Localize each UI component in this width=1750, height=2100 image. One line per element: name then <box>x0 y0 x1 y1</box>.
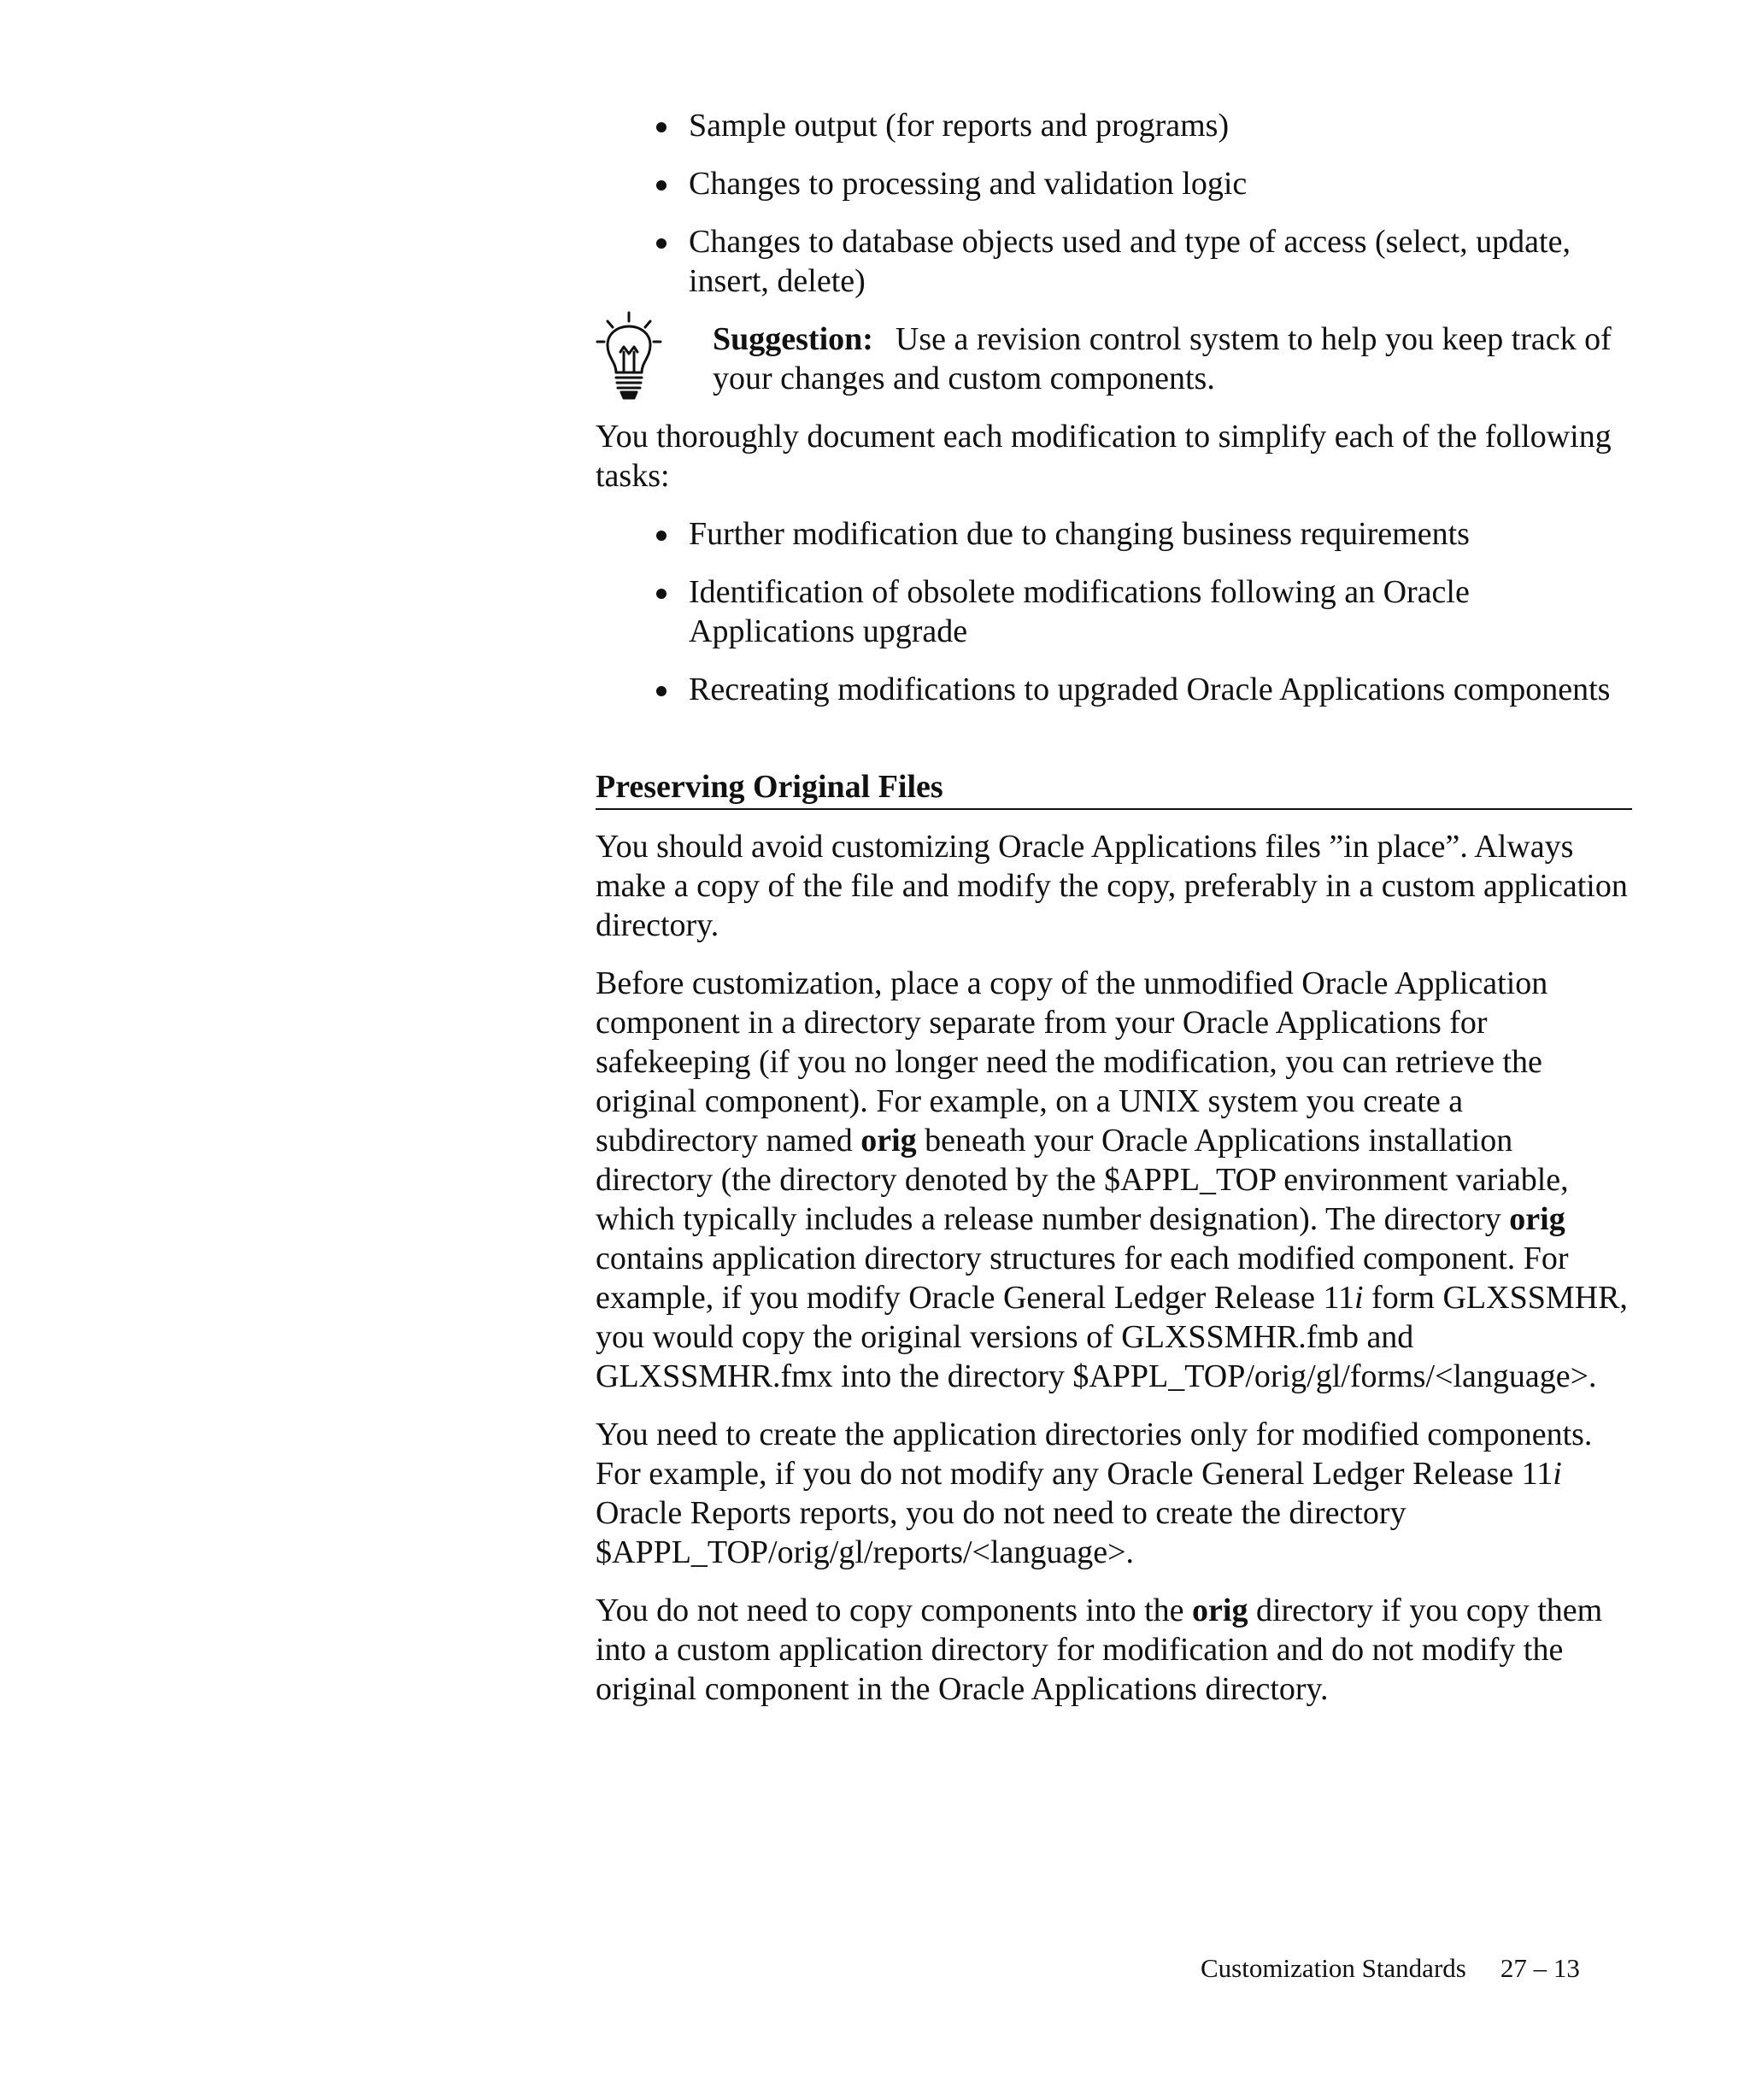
text-run: form GLXSSMHR, you would copy the original versions of GLXSSMHR.fmb and GLXSSMHR.fmx into the directory $APPL_TOP/orig/gl/forms/<language>. <box>596 1280 1628 1394</box>
text-run: beneath your Oracle Applications installation directory (the directory denoted by the $APPL_TOP environment variable, which typically includes a release number designation). The directory <box>596 1123 1569 1237</box>
section-paragraph <box>596 964 1632 1396</box>
list-item: Identification of obsolete modifications following an Oracle Applications upgrade <box>689 572 1632 651</box>
section-paragraph: You should avoid customizing Oracle Applications files ”in place”. Always make a copy of the file and modify the copy, preferably in a custom application directory. <box>596 829 1628 943</box>
suggestion-note <box>596 320 1632 398</box>
italic-term: i <box>1354 1280 1364 1316</box>
text-run: Before customization, place a copy of the unmodified Oracle Application component in a directory separate from your Oracle Applications for safekeeping (if you no longer need the modification, you can retrieve the original component). For example, on a UNIX system you create a subdirectory named <box>596 965 1548 1159</box>
section-paragraph <box>596 1415 1632 1572</box>
text-run: directory if you copy them into a custom application directory for modification and do not modify the original component in the Oracle Applications directory. <box>596 1593 1603 1707</box>
lightbulb-icon <box>596 309 662 402</box>
bullet-list-documentation-items <box>596 106 1632 301</box>
text-run: You do not need to copy components into the <box>596 1593 1193 1628</box>
intro-paragraph: You thoroughly document each modification to simplify each of the following tasks: <box>596 419 1612 494</box>
footer-chapter-title: Customization Standards <box>1201 1953 1466 1983</box>
footer-page-number: 27 – 13 <box>1500 1953 1580 1983</box>
text-run: You need to create the application directories only for modified components. For example, if you do not modify any Oracle General Ledger Release 11 <box>596 1417 1593 1492</box>
bullet-list-tasks <box>596 514 1632 709</box>
list-item: Changes to database objects used and type of access (select, update, insert, delete) <box>689 222 1632 301</box>
text-run: Oracle Reports reports, you do not need to create the directory $APPL_TOP/orig/gl/reports/<language>. <box>596 1495 1406 1570</box>
italic-term: i <box>1553 1456 1562 1492</box>
list-item: Changes to processing and validation logic <box>689 164 1632 203</box>
suggestion-label: Suggestion: <box>713 321 873 357</box>
list-item: Sample output (for reports and programs) <box>689 106 1632 145</box>
suggestion-text: Use a revision control system to help you keep track of your changes and custom components. <box>713 321 1612 396</box>
text-run: contains application directory structures for each modified component. For example, if you modify Oracle General Ledger Release 11 <box>596 1241 1569 1316</box>
bold-term: orig <box>860 1123 917 1159</box>
section-paragraph <box>596 1591 1632 1709</box>
section-heading: Preserving Original Files <box>596 767 1632 810</box>
page-content <box>596 106 1632 1728</box>
bold-term: orig <box>1509 1201 1565 1237</box>
list-item: Recreating modifications to upgraded Oracle Applications components <box>689 670 1632 709</box>
list-item: Further modification due to changing business requirements <box>689 514 1632 554</box>
bold-term: orig <box>1192 1593 1248 1628</box>
page-footer <box>1201 1951 1611 1986</box>
